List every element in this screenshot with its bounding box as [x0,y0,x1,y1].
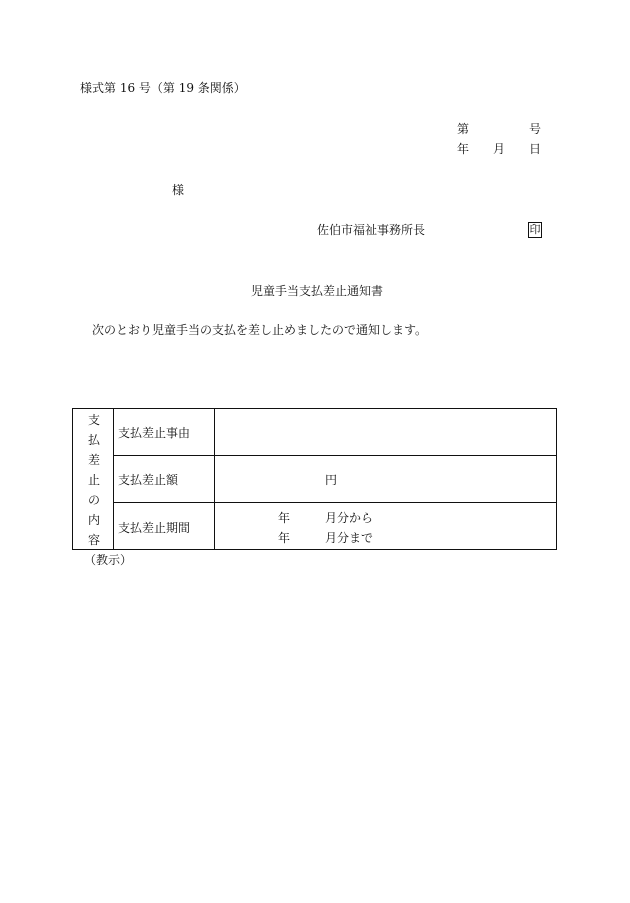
date-year-label: 年 [457,142,470,156]
vertical-label-char: 支 [87,413,100,427]
period-to-year: 年 [278,531,291,545]
row-label-reason: 支払差止事由 [118,426,191,440]
vertical-section-label [73,409,113,549]
details-table [72,408,557,550]
document-title: 児童手当支払差止通知書 [251,284,384,298]
recipient-honorific: 様 [172,183,185,197]
period-from-month: 月分から [325,511,374,525]
doc-number-suffix: 号 [529,122,542,136]
period-to-month: 月分まで [325,531,374,545]
vertical-label-char: 容 [87,533,100,547]
vertical-label-char: 内 [87,513,100,527]
vertical-label-char: 止 [87,473,100,487]
body-text: 次のとおり児童手当の支払を差し止めましたので通知します。 [92,323,428,337]
table-divider [214,409,215,549]
form-number: 様式第 16 号（第 19 条関係） [80,81,246,95]
row-label-amount: 支払差止額 [118,473,179,487]
vertical-label-char: 差 [87,453,100,467]
amount-unit: 円 [325,473,338,487]
seal-mark: 印 [529,223,541,236]
date-day-label: 日 [529,142,542,156]
table-divider [113,502,556,503]
instruction-heading: （教示） [84,553,133,567]
issuer-name: 佐伯市福祉事務所長 [317,223,426,237]
date-month-label: 月 [493,142,506,156]
vertical-label-char: 払 [87,433,100,447]
row-label-period: 支払差止期間 [118,521,191,535]
table-divider [113,455,556,456]
doc-number-prefix: 第 [457,122,470,136]
period-from-year: 年 [278,511,291,525]
table-divider [113,409,114,549]
vertical-label-char: の [87,493,100,507]
